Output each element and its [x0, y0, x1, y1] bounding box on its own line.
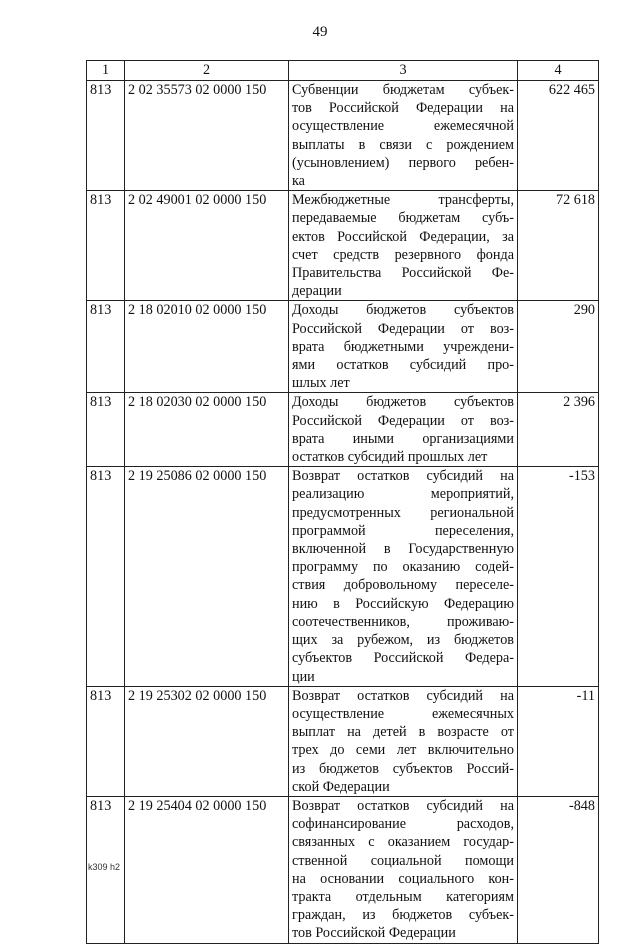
name-line: ствия добровольному переселе- [292, 577, 514, 594]
name-line: граждан, из бюджетов субъек- [292, 907, 514, 924]
name-line: ями остатков субсидий про- [292, 357, 514, 374]
name-line: Возврат остатков субсидий на [292, 468, 514, 485]
admin-code-cell: 813 [87, 81, 125, 191]
table-row [87, 796, 599, 943]
name-line: осуществление ежемесячной [292, 118, 514, 135]
amount-cell: 622 465 [518, 81, 599, 191]
revenue-name-cell [289, 393, 518, 467]
name-line: (усыновлением) первого ребен- [292, 154, 514, 171]
header-col-1: 1 [87, 61, 125, 81]
name-line: включенной в Государственную [292, 541, 514, 558]
budget-code-cell: 2 19 25404 02 0000 150 [125, 796, 289, 943]
name-line: Возврат остатков субсидий на [292, 797, 514, 814]
header-col-3: 3 [289, 61, 518, 81]
table-row [87, 301, 599, 393]
header-col-4: 4 [518, 61, 599, 81]
name-line: выплат на детей в возрасте от [292, 724, 514, 741]
revenue-name-cell [289, 191, 518, 301]
name-line: связанных с оказанием государ- [292, 834, 514, 851]
budget-code-cell: 2 02 35573 02 0000 150 [125, 81, 289, 191]
name-line: передаваемые бюджетам субъ- [292, 210, 514, 227]
amount-cell: 2 396 [518, 393, 599, 467]
admin-code-cell: 813 [87, 467, 125, 686]
amount-cell: 290 [518, 301, 599, 393]
name-line: софинансирование расходов, [292, 816, 514, 833]
name-line: Межбюджетные трансферты, [292, 192, 514, 209]
revenue-name-cell [289, 686, 518, 796]
name-line: тракта отдельным категориям [292, 888, 514, 905]
amount-cell: 72 618 [518, 191, 599, 301]
name-line: Российской Федерации от воз- [292, 320, 514, 337]
admin-code-cell: 813 [87, 301, 125, 393]
name-line: субъектов Российской Федера- [292, 650, 514, 667]
name-line: ка [292, 173, 305, 190]
name-line: программой переселения, [292, 522, 514, 539]
name-line: дерации [292, 283, 342, 300]
budget-code-cell: 2 18 02030 02 0000 150 [125, 393, 289, 467]
name-line: врата бюджетными учреждени- [292, 338, 514, 355]
admin-code-cell: 813 [87, 796, 125, 943]
name-line: счет средств резервного фонда [292, 246, 514, 263]
name-line: Доходы бюджетов субъектов [292, 394, 514, 411]
table-row [87, 467, 599, 686]
amount-cell: -11 [518, 686, 599, 796]
budget-code-cell: 2 18 02010 02 0000 150 [125, 301, 289, 393]
amount-cell: -153 [518, 467, 599, 686]
name-line: нию в Российскую Федерацию [292, 595, 514, 612]
name-line: реализацию мероприятий, [292, 486, 514, 503]
revenue-name-cell [289, 81, 518, 191]
name-line: щих за рубежом, из бюджетов [292, 632, 514, 649]
table-row [87, 81, 599, 191]
table-row [87, 393, 599, 467]
name-line: Субвенции бюджетам субъек- [292, 82, 514, 98]
admin-code-cell: 813 [87, 191, 125, 301]
page-number: 49 [312, 24, 328, 40]
name-line: Доходы бюджетов субъектов [292, 302, 514, 319]
revenue-table [86, 60, 599, 944]
table-row [87, 686, 599, 796]
name-line: тов Российской Федерации на [292, 100, 514, 117]
budget-code-cell: 2 19 25086 02 0000 150 [125, 467, 289, 686]
name-line: ектов Российской Федерации, за [292, 228, 514, 245]
table-body [87, 81, 599, 944]
revenue-name-cell [289, 301, 518, 393]
name-line: тов Российской Федерации [292, 925, 456, 942]
name-line: шлых лет [292, 375, 350, 392]
name-line: осуществление ежемесячных [292, 705, 514, 722]
name-line: врата иными организациями [292, 430, 514, 447]
name-line: Российской Федерации от воз- [292, 412, 514, 429]
name-line: из бюджетов субъектов Россий- [292, 760, 514, 777]
name-line: на основании социального кон- [292, 870, 514, 887]
name-line: ской Федерации [292, 778, 390, 795]
revenue-name-cell [289, 796, 518, 943]
header-col-2: 2 [125, 61, 289, 81]
revenue-name-cell [289, 467, 518, 686]
footer-code: k309 h2 [88, 862, 121, 872]
amount-cell: -848 [518, 796, 599, 943]
table-header-row [87, 61, 599, 81]
name-line: остатков субсидий прошлых лет [292, 449, 488, 466]
name-line: ственной социальной помощи [292, 852, 514, 869]
name-line: программу по оказанию содей- [292, 559, 514, 576]
name-line: ции [292, 668, 315, 685]
admin-code-cell: 813 [87, 393, 125, 467]
name-line: предусмотренных региональной [292, 504, 514, 521]
name-line: Возврат остатков субсидий на [292, 687, 514, 704]
budget-code-cell: 2 19 25302 02 0000 150 [125, 686, 289, 796]
admin-code-cell: 813 [87, 686, 125, 796]
name-line: трех до семи лет включительно [292, 742, 514, 759]
name-line: соотечественников, проживаю- [292, 613, 514, 630]
name-line: выплаты в связи с рождением [292, 136, 514, 153]
name-line: Правительства Российской Фе- [292, 265, 514, 282]
table-row [87, 191, 599, 301]
budget-code-cell: 2 02 49001 02 0000 150 [125, 191, 289, 301]
